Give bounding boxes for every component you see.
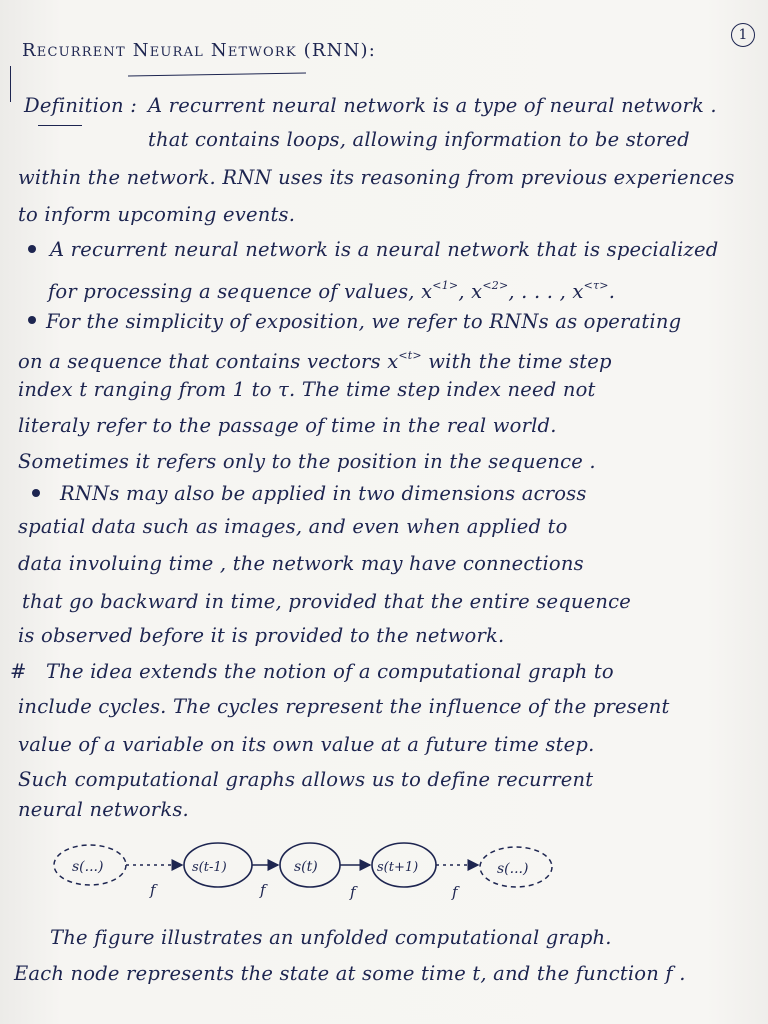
edge-label-f: f	[260, 881, 266, 899]
edge-label-f: f	[452, 883, 458, 901]
caption-line-1: The figure illustrates an unfolded computational graph.	[50, 926, 612, 949]
bullet-3-line-3: data involuing time , the network may have connections	[18, 552, 584, 575]
bullet-1-line-1: A recurrent neural network is a neural network that is specialized	[50, 238, 719, 261]
bullet-2-line-4: literaly refer to the passage of time in the real world.	[18, 414, 557, 437]
caption-line-2: Each node represents the state at some time t, and the function f .	[14, 962, 686, 985]
bullet-2-line-1: For the simplicity of exposition, we refer to RNNs as operating	[46, 310, 682, 333]
node-label: s(t)	[294, 859, 318, 875]
bullet-3-line-1: RNNs may also be applied in two dimensions across	[60, 482, 587, 505]
definition-line-1: A recurrent neural network is a type of neural network .	[148, 94, 717, 117]
bullet-1-line-2	[48, 274, 615, 304]
node-label: s(...)	[497, 861, 529, 877]
page-number: 1	[731, 23, 755, 47]
vec-sup: <t>	[398, 349, 422, 362]
note-line-1: The idea extends the notion of a computational graph to	[46, 660, 614, 683]
definition-line-3: within the network. RNN uses its reasoning from previous experiences	[18, 166, 735, 189]
seq-end: .	[608, 280, 616, 303]
bullet-3-line-5: is observed before it is provided to the network.	[18, 624, 505, 647]
seq-sep-1: , x	[458, 280, 483, 303]
bullet-2-line-2	[18, 344, 612, 374]
note-line-2: include cycles. The cycles represent the influence of the present	[18, 695, 670, 718]
bullet-dot	[28, 316, 36, 324]
note-marker: #	[10, 660, 27, 683]
bullet-3-line-2: spatial data such as images, and even when applied to	[18, 515, 568, 538]
note-line-3: value of a variable on its own value at a future time step.	[18, 733, 595, 756]
node-label: s(t-1)	[192, 860, 227, 875]
note-line-4: Such computational graphs allows us to define recurrent	[18, 768, 594, 791]
node-label: s(t+1)	[377, 860, 419, 875]
definition-label: Definition :	[24, 94, 137, 117]
definition-line-2: that contains loops, allowing information to be stored	[148, 128, 690, 151]
note-line-5: neural networks.	[18, 798, 189, 821]
node-label: s(...)	[72, 859, 104, 875]
bullet-2-line-5: Sometimes it refers only to the position in the sequence .	[18, 450, 596, 473]
bullet-dot	[32, 489, 40, 497]
definition-line-4: to inform upcoming events.	[18, 203, 296, 226]
title-underline	[128, 72, 306, 76]
bullet-2-line-3: index t ranging from 1 to τ. The time step index need not	[18, 378, 596, 401]
page-title: Recurrent Neural Network (RNN):	[22, 40, 377, 61]
bullet-1-line-2-text: for processing a sequence of values, x	[48, 280, 433, 303]
edge-label-f: f	[350, 883, 356, 901]
vec-tail: with the time step	[421, 350, 612, 373]
margin-mark	[10, 66, 11, 102]
edge-label-f: f	[150, 881, 156, 899]
seq-sup-2: <2>	[482, 279, 509, 292]
bullet-dot	[28, 245, 36, 253]
seq-sup-1: <1>	[432, 279, 459, 292]
bullet-2-line-2-text: on a sequence that contains vectors x	[18, 350, 399, 373]
seq-sep-2: , . . . , x	[508, 280, 584, 303]
seq-sup-3: <τ>	[583, 279, 609, 292]
definition-underline	[38, 125, 82, 126]
unfolded-graph-diagram	[20, 835, 580, 905]
bullet-3-line-4: that go backward in time, provided that the entire sequence	[22, 590, 632, 613]
